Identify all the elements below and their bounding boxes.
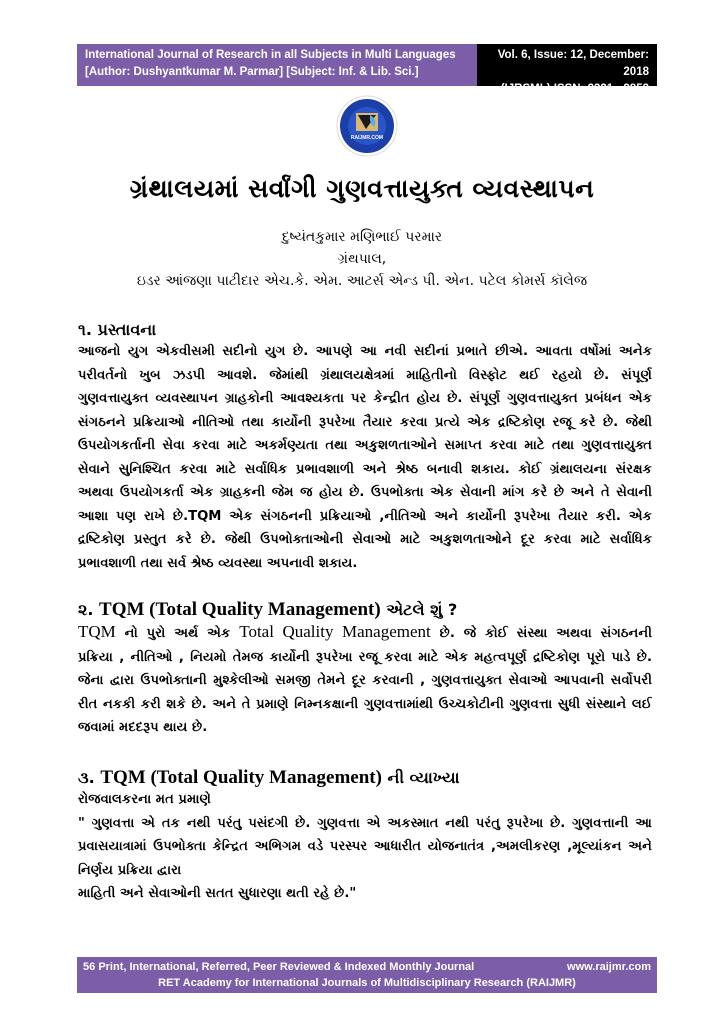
paragraph-line: જવામાં મદદરૂપ થાય છે.: [78, 720, 208, 735]
article-title: ગ્રંથાલયમાં સર્વાંગી ગુણવત્તાયુક્ત વ્યવસ્થાપન: [129, 174, 595, 203]
header-right-panel: [477, 44, 657, 95]
paragraph-line: રીત નકકી કરી શકે છે. અને તે પ્રમાણે નિમ્નકક્ષાની ગુણવત્તામાંથી ઉચ્ચકોટીની ગુણવત્તા સુધી સંસ્થાને લઈ: [78, 696, 652, 712]
paragraph-line: સેવાને સુનિશ્ચિત કરવા માટે સર્વાધિક પ્રભાવશાળી અને શ્રેષ્ઠ બનાવી શકાય. કોઈ ગ્રંથાલયના સંરક્ષક: [78, 461, 652, 477]
section-introduction: [78, 320, 652, 575]
paragraph-line: " ગુણવત્તા એ તક નથી પરંતુ પસંદગી છે. ગુણવત્તા એ અકસ્માત નથી પરંતુ રૂપરેખા છે. ગુણવત્તાની આ: [78, 815, 652, 831]
paragraph-line: માહિતી અને સેવાઓની સતત સુધારણા થતી રહે છે.": [78, 886, 357, 901]
footer-left: [83, 959, 474, 975]
author-name: દુષ્યંતકુમાર મણિભાઈ પરમાર: [281, 229, 443, 245]
paragraph-line: દ્રષ્ટિકોણ પ્રસ્તુત કરે છે. જેથી ઉપભોક્તાઓની સેવાઓ માટે અકુશળતાઓને દૂર કરવા માટે સર્વાધિક: [78, 532, 652, 547]
tqm-expansion: Total Quality Management: [239, 622, 431, 641]
section-paragraph: [78, 620, 652, 740]
section-what-is-tqm: [78, 600, 652, 740]
tqm-term: TQM: [78, 622, 116, 641]
journal-title: International Journal of Research in all Subjects in Multi Languages: [85, 49, 456, 61]
page-number: 56: [83, 961, 96, 973]
raijmr-logo-icon: [336, 95, 398, 157]
paragraph-line: પ્રક્રિયા , નીતિઓ , નિયમો તેમજ કાર્યોની રૂપરેખા રજૂ કરવા માટે એક મહત્વપૂર્ણ દ્રષ્ટિકોણ પૂરો પાડે છે.: [78, 649, 652, 665]
line-text: છે. જે કોઈ સંસ્થા અથવા સંગઠનની: [430, 626, 652, 641]
heading-number: ૨.: [78, 600, 100, 619]
paragraph-line: અથવા ઉપયોગકર્તા એક ગ્રાહકની જેમ જ હોય છે. ઉપભોક્તા એક સેવાની માંગ કરે છે અને તે સેવાની: [78, 485, 652, 500]
paragraph-line: આશા પણ રાખે છે.TQM એક સંગઠનની પ્રક્રિયાઓ ,નીતિઓ અને કાર્યોની રૂપરેખા તૈયાર કરી. એક: [78, 508, 652, 524]
author-role: ગ્રંથપાલ,: [337, 251, 387, 267]
section-tqm-definition: [78, 768, 652, 906]
heading-gujarati: ની વ્યાખ્યા: [381, 768, 460, 787]
paragraph-line: પ્રવાસયાત્રામાં ઉપભોક્તા કેન્દ્રિત અભિગમ વડે પરસ્પર આધારીત યોજનાતંત્ર ,અમલીકરણ ,મૂલ્યાંકન અને: [78, 839, 652, 854]
paragraph-line: ગુણવત્તાયુક્ત વ્યવસ્થાપન ગ્રાહકોની આવશ્યકતા પર કેન્દ્રીત હોય છે. સંપૂર્ણ ગુણવત્તાયુક્ત પ્રબંધન એક: [78, 391, 652, 406]
journal-footer: [77, 957, 657, 993]
journal-header: [77, 44, 657, 95]
website-link[interactable]: www.raijmr.com: [567, 961, 651, 973]
heading-gujarati: એટલે શું ?: [380, 600, 458, 619]
issn: (IJRSML) ISSN: 2321 - 2853: [500, 83, 649, 95]
paragraph-line: સંગઠનને પ્રક્રિયાઓ નીતિઓ તથા કાર્યોની રૂપરેખા તૈયાર કરવા પ્રત્યે એક દ્રષ્ટિકોણ રજૂ કરે છે. જેથી: [78, 414, 652, 430]
paragraph-line: આજનો યુગ એકવીસમી સદીનો યુગ છે. આપણે આ નવી સદીનાં પ્રભાતે છીએ. આવતા વર્ષોમાં અનેક: [78, 344, 652, 359]
author-institution: ઇડર આંજણા પાટીદાર એચ.કે. એમ. આટર્સ એન્ડ પી. એન. પટેલ કોમર્સ કૉલેજ: [136, 273, 588, 289]
paragraph-line: ઉપયોગકર્તાની સેવા કરવા માટે અકર્મણ્યતા તથા અકુશળતાઓને સમાપ્ત કરવા માટે તથા ગુણવત્તાયુક્ત: [78, 438, 652, 453]
volume-issue: Vol. 6, Issue: 12, December: 2018: [497, 49, 649, 78]
header-left-panel: [77, 44, 477, 86]
publisher-name: RET Academy for International Journals of Multidisciplinary Research (RAIJMR): [158, 977, 576, 989]
logo-caption: RAIJMR.COM: [350, 135, 384, 141]
journal-description: Print, International, Referred, Peer Reviewed & Indexed Monthly Journal: [98, 961, 475, 973]
section-heading: [78, 600, 652, 620]
section-paragraph: [78, 340, 652, 575]
line-text: નો પુરો અર્થ એક: [115, 626, 240, 641]
paragraph-line: પ્રભાવશાળી તથા સર્વ શ્રેષ્ઠ વ્યવસ્થા અપનાવી શકાય.: [78, 555, 358, 571]
heading-english: TQM (Total Quality Management): [100, 767, 382, 788]
paragraph-line: પરીવર્તનો ખુબ ઝડપી આવશે. જેમાંથી ગ્રંથાલયક્ષેત્રમાં માહિતીનો વિસ્ફોટ થઈ રહયો છે. સંપૂર્ણ: [78, 367, 652, 383]
author-subject: [Author: Dushyantkumar M. Parmar] [Subject: Inf. & Lib. Sci.]: [85, 66, 419, 78]
section-heading: ૧. પ્રસ્તાવના: [78, 320, 157, 339]
footer-row: [83, 959, 651, 975]
heading-english: TQM (Total Quality Management): [99, 599, 381, 620]
paragraph-line: નિર્ણય પ્રક્રિયા દ્વારા: [78, 862, 182, 878]
paragraph-line: જેના દ્વારા ઉપભોક્તાની મુશ્કેલીઓ સમજી તેમને દૂર કરવાની , ગુણવત્તાયુક્ત સેવાઓ આપવાની સર્વોપરી: [78, 673, 652, 688]
definition-quote: [78, 812, 652, 906]
section-subheading: રોજવાલકરના મત પ્રમાણે: [78, 792, 212, 807]
section-heading: [78, 768, 652, 788]
paragraph-line: [78, 620, 652, 646]
heading-number: ૩.: [78, 768, 101, 787]
